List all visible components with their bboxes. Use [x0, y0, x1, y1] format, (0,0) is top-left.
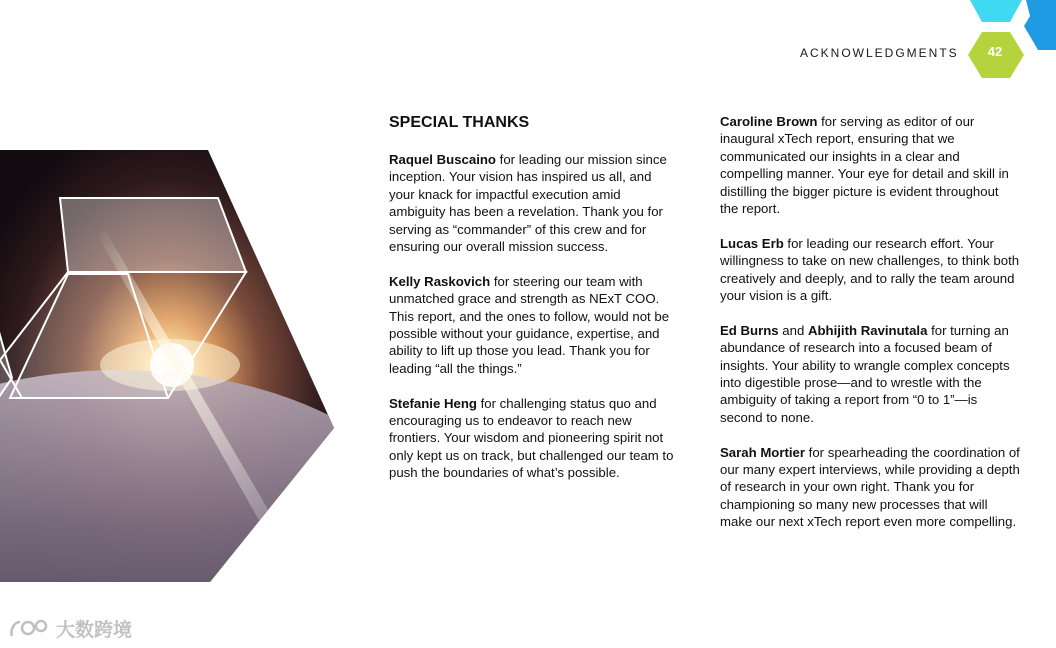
- watermark-logo-icon: [8, 616, 50, 640]
- person-name: Sarah Mortier: [720, 444, 806, 460]
- section-label: ACKNOWLEDGMENTS: [800, 46, 959, 60]
- earth-horizon: [0, 370, 334, 582]
- entry-joiner: and: [778, 322, 808, 338]
- person-name: Caroline Brown: [720, 114, 818, 129]
- person-name: Stefanie Heng: [389, 395, 477, 411]
- acknowledgment-entry: [389, 395, 679, 482]
- entry-text: for challenging status quo and encouraging us to endeavor to reach new frontiers. Your wisdom and pioneering spirit not only kept us on track, but challenged our team to push the boundaries of what’s possible.: [389, 395, 674, 481]
- person-name: Lucas Erb: [720, 235, 784, 251]
- watermark-text: 大数跨境: [56, 619, 133, 641]
- person-name: Ed Burns: [720, 322, 779, 338]
- earth-sunrise-photo: [0, 150, 334, 582]
- watermark: [8, 614, 132, 642]
- page-number: 42: [987, 44, 1003, 59]
- person-name: Kelly Raskovich: [389, 273, 491, 289]
- acknowledgment-entry: [720, 113, 1020, 217]
- acknowledgment-entry: [389, 151, 679, 255]
- cyan-hexagon: [970, 0, 1022, 22]
- entry-text: for turning an abundance of research into a focused beam of insights. Your ability to wrangle complex concepts into digestible prose—and to wrestle with the ambiguity of taking a report from “0 to 1”—is second to none.: [720, 322, 1010, 425]
- person-name: Raquel Buscaino: [389, 152, 496, 167]
- blue-hexagon: [1024, 0, 1056, 50]
- person-name-second: Abhijith Ravinutala: [807, 322, 928, 338]
- section-title: SPECIAL THANKS: [389, 114, 530, 131]
- left-column: [389, 113, 679, 499]
- entry-text: for serving as editor of our inaugural xTech report, ensuring that we communicated our insights in a clear and compelling manner. Your eye for detail and skill in distilling the bigger picture is evident throughout the report.: [720, 114, 1009, 217]
- acknowledgment-entry: [720, 322, 1020, 426]
- right-column: [720, 113, 1020, 548]
- acknowledgment-entry: [720, 444, 1020, 531]
- entry-text: for leading our mission since inception. Your vision has inspired us all, and your knack for impactful execution amid ambiguity has been a revelation. Thank you for serving as “commander” of this crew and for ensuring our overall mission success.: [389, 152, 667, 255]
- acknowledgment-entry: [720, 235, 1020, 305]
- acknowledgment-entry: [389, 273, 679, 377]
- entry-text: for steering our team with unmatched grace and strength as NExT COO. This report, and the ones to follow, would not be possible without your guidance, expertise, and ability to lift up those you lead. Thank you for leading “all the things.”: [389, 273, 670, 376]
- entry-text: for spearheading the coordination of our many expert interviews, while providing a depth of research in your own right. Thank you for championing so many new processes that will make our next xTech report even more compelling.: [720, 444, 1020, 530]
- entry-text: for leading our research effort. Your willingness to take on new challenges, to think both creatively and deeply, and to rally the team around your vision is a gift.: [720, 235, 1020, 304]
- header-hexagon-decoration: [960, 0, 1056, 86]
